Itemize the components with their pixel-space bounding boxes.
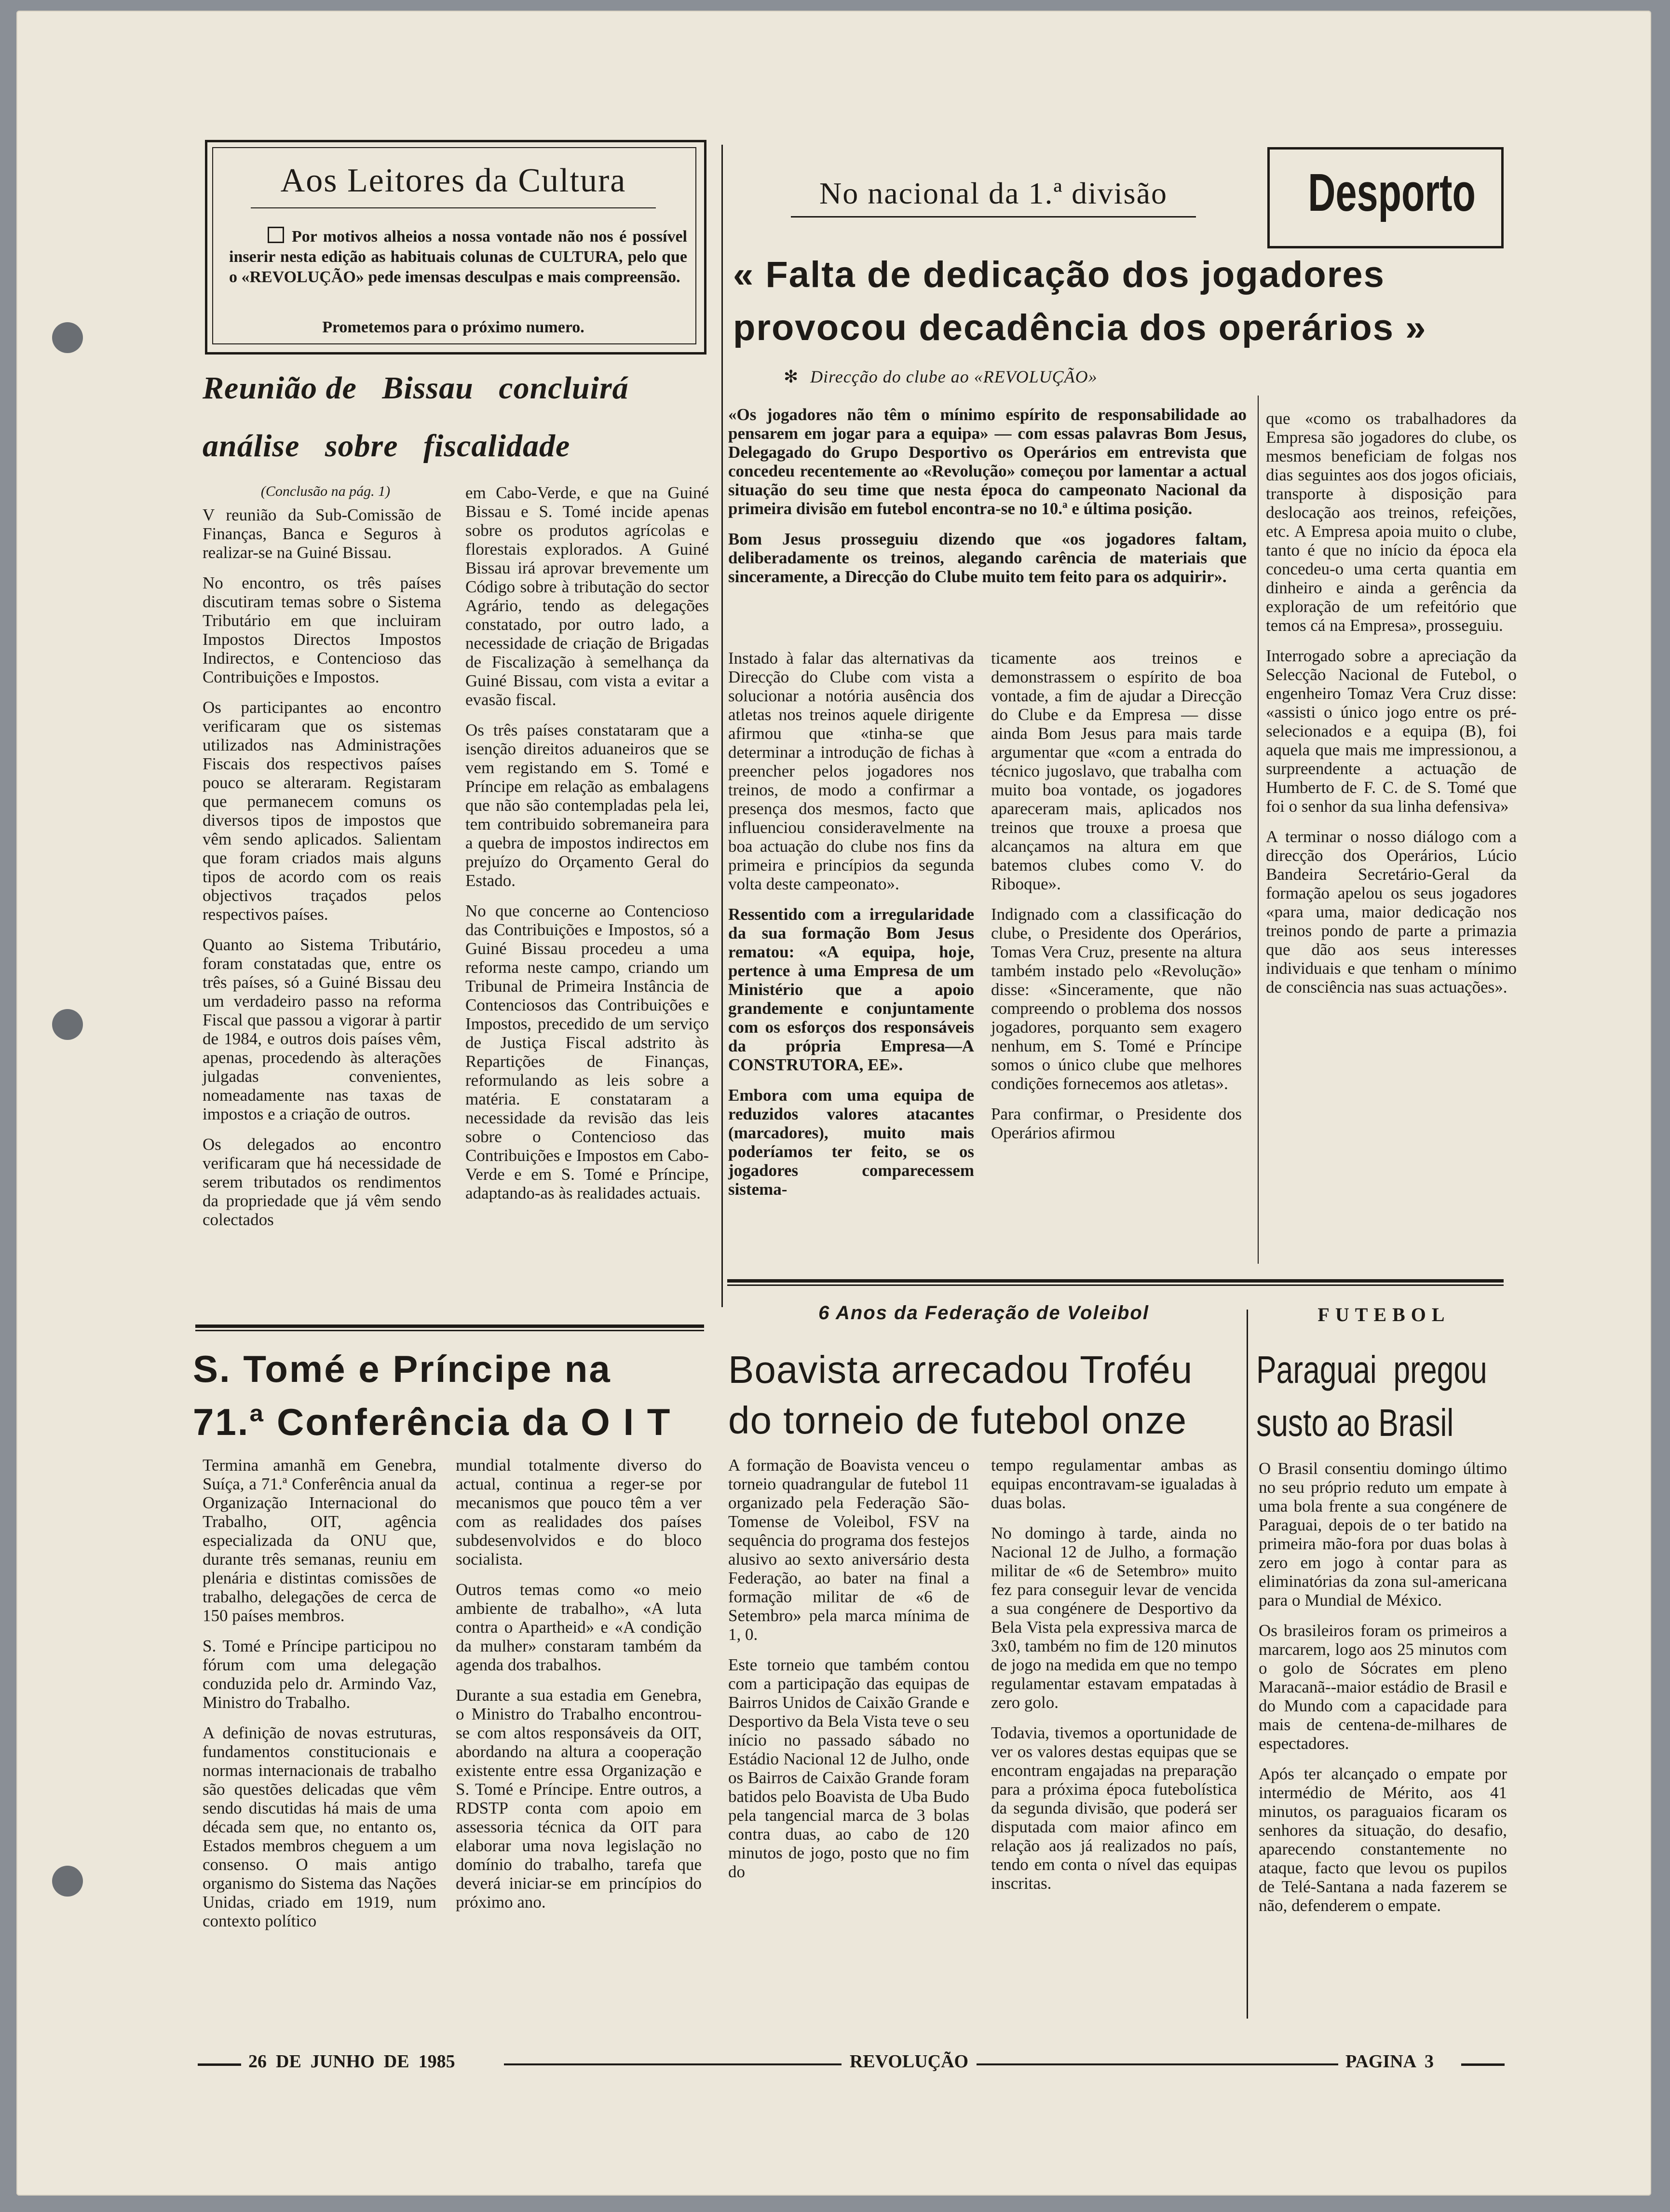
- voleibol-paragraph: No domingo à tarde, ainda no Nacional 12 de Julho, a formação militar de «6 de Setembro» muito fez para conseguir levar de vencida a sua congénere de Desportivo da Bela Vista pela expressiva marca de 3x0, também no fim de 120 minutos de jogo na medida em que no tempo regulamentar estavam empatadas à zero golo.: [991, 1524, 1237, 1712]
- football-paragraph: Para confirmar, o Presidente dos Operários afirmou: [991, 1105, 1242, 1142]
- readers-notice-title-rule: [251, 207, 656, 208]
- oit-paragraph: A definição de novas estruturas, fundamentos constitucionais e normas internacionais de trabalho são questões delicadas que vêm sendo discutidas há mais de uma década sem que, no entanto os, Estados membros cheguem a um consenso. O mais antigo organismo do Sistema das Nações Unidas, criado em 1919, num contexto político: [203, 1723, 436, 1930]
- oit-paragraph: mundial totalmente diverso do actual, continua a reger-se por mecanismos que pouco têm a ver com as realidades dos países subdesenvolvidos e do bloco socialista.: [456, 1456, 702, 1569]
- footer-page-number: PAGINA 3: [1345, 2051, 1434, 2072]
- section-divider-right: [727, 1279, 1504, 1286]
- football-column-a: [728, 649, 974, 1210]
- binder-hole-top: [52, 322, 83, 353]
- football-paragraph: Interrogado sobre a apreciação da Selecção Nacional de Futebol, o engenheiro Tomaz Vera Cruz disse: «assisti o único jogo entre os pré-selecionados e a equipa (B), foi aquela que mais me impressionou, a surpreendente a actuação de Humberto de F. C. de S. Tomé que foi o senhor da sua linha defensiva»: [1266, 646, 1517, 816]
- checkbox-square-icon: [268, 227, 284, 243]
- oit-column-2: [456, 1456, 702, 1923]
- football-paragraph: ticamente aos treinos e demonstrassem o espírito de boa vontade, a fim de ajudar a Direcção do Clube e da Empresa — disse ainda Bom Jesus para mais tarde argumentar que «com a entrada do técnico jugoslavo, que trabalha com muito boa vontade, os jogadores apareceram mais, aplicados nos treinos que trouxe a proesa que alcançamos na altura em que batemos clubes como V. do Riboque».: [991, 649, 1242, 893]
- football-column-b: [991, 649, 1242, 1154]
- brasil-headline-line2: susto ao Brasil: [1256, 1401, 1454, 1444]
- brasil-paragraph: Após ter alcançado o empate por intermédio de Mérito, aos 41 minutos, os paraguaios ficaram os senhores da situação, do desafio, aparecendo constantemente no ataque, facto que levou os pupilos de Telé-Santana a nada fazerem se não, defenderem o empate.: [1259, 1764, 1507, 1915]
- football-paragraph: Embora com uma equipa de reduzidos valores atacantes (marcadores), muito mais poderíamos ter feito, se os jogadores comparecessem sistema-: [728, 1086, 974, 1199]
- asterisk-ornament-icon: ✻: [784, 367, 799, 386]
- football-paragraph: Instado à falar das alternativas da Direcção do Clube com vista a solucionar a notória ausência dos atletas nos treinos aquele dirigente afirmou que «tinha-se que determinar a introdução de fichas à preencher pelos jogadores nos treinos, de modo a confirmar a presença dos mesmos, facto que influenciou consideravelmente na boa actuação do clube nos fins da primeira e princípios da segunda volta deste campeonato».: [728, 649, 974, 893]
- voleibol-column-2: [991, 1456, 1237, 1904]
- oit-headline-line1: S. Tomé e Príncipe na: [193, 1348, 611, 1390]
- brasil-headline-line1: Paraguai pregou: [1256, 1348, 1487, 1391]
- oit-column-1: [203, 1456, 436, 1942]
- column-separator-right: [1258, 396, 1259, 1264]
- football-kicker: No nacional da 1.ª divisão: [819, 176, 1168, 210]
- football-lead-paragraph: Bom Jesus prosseguiu dizendo que «os jogadores faltam, deliberadamente os treinos, alegando carência de materiais que sinceramente, a Direcção do Clube muito tem feito para os adquirir».: [728, 530, 1247, 586]
- brasil-paragraph: Os brasileiros foram os primeiros a marcarem, logo aos 25 minutos com o golo de Sócrates em pleno Maracanã--maior estádio de Brasil e do Mundo com a capacidade para mais de centena-de-milhares de espectadores.: [1259, 1621, 1507, 1753]
- football-column-c: [1266, 409, 1517, 1008]
- bissau-paragraph: No que concerne ao Contencioso das Contribuições e Impostos, só a Guiné Bissau procedeu a uma reforma neste campo, criando um Tribunal de Primeira Instância de Contenciosos das Contribuições e Impostos, precedido de um serviço de Justiça Fiscal adstrito às Repartições de Finanças, reformulando as leis sobre a matéria. E constataram a necessidade da revisão das leis sobre o Contencioso das Contribuições e Impostos em Cabo-Verde e em S. Tomé e Príncipe, adaptando-as às realidades actuais.: [465, 901, 709, 1202]
- football-byline-text: Direcção do clube ao «REVOLUÇÃO»: [810, 367, 1098, 386]
- readers-notice-message: Por motivos alheios a nossa vontade não nos é possível inserir nesta edição as habituais colunas de CULTURA, pelo que o «REVOLUÇÃO» pede imensas desculpas e mais compreensão.: [229, 228, 687, 286]
- bissau-paragraph: V reunião da Sub-Comissão de Finanças, Banca e Seguros à realizar-se na Guiné Bissau.: [203, 505, 441, 562]
- football-kicker-underline: [791, 216, 1196, 218]
- column-separator-bottom-right: [1247, 1310, 1248, 2019]
- football-headline-line1: « Falta de dedicação dos jogadores: [733, 254, 1385, 295]
- brasil-kicker: FUTEBOL: [1317, 1304, 1451, 1325]
- bissau-column-2: [465, 483, 709, 1214]
- bissau-paragraph: em Cabo-Verde, e que na Guiné Bissau e S. Tomé incide apenas sobre os produtos agrícolas e florestais explorados. A Guiné Bissau irá aprovar brevemente um Código sobre à tributação do sector Agrário, tendo as delegações constatado, por outro lado, a necessidade de criação de Brigadas de Fiscalização à semelhança da Guiné Bissau, com vista a evitar a evasão fiscal.: [465, 483, 709, 709]
- bissau-column-1: [203, 505, 441, 1241]
- bissau-paragraph: No encontro, os três países discutiram temas sobre o Sistema Tributário em que incluiram Impostos Directos Impostos Indirectos, e Contencioso das Contribuições e Impostos.: [203, 573, 441, 686]
- voleibol-kicker: 6 Anos da Federação de Voleibol: [818, 1302, 1149, 1324]
- voleibol-paragraph: A formação de Boavista venceu o torneio quadrangular de futebol 11 organizado pela Federação São-Tomense de Voleibol, FSV na sequência do programa dos festejos alusivo ao sexto aniversário desta Federação, ao bater na final a formação militar de «6 de Setembro» pela marca mínima de 1, 0.: [728, 1456, 969, 1644]
- voleibol-column-1: [728, 1456, 969, 1893]
- voleibol-headline-line2: do torneio de futebol onze: [728, 1399, 1187, 1442]
- bissau-conclusion-note: (Conclusão na pág. 1): [260, 483, 391, 499]
- oit-paragraph: Durante a sua estadia em Genebra, o Ministro do Trabalho encontrou-se com altos responsáveis da OIT, abordando na altura a cooperação existente entre essa Organização e S. Tomé e Príncipe. Entre outros, a RDSTP conta com apoio em assessoria técnica da OIT para elaborar uma nova legislação no domínio do trabalho, tarefa que deverá iniciar-se em princípios do próximo ano.: [456, 1686, 702, 1912]
- football-paragraph: que «como os trabalhadores da Empresa são jogadores do clube, os mesmos beneficiam de folgas nos dias seguintes aos dos jogos oficiais, transporte à disposição para deslocação aos treinos, refeições, etc. A Empresa apoia muito o clube, tanto é que no início da época ela concedeu-o uma certa quantia em dinheiro e ainda a gerência da exploração de um refeitório que temos cá na Empresa», prosseguiu.: [1266, 409, 1517, 635]
- bissau-paragraph: Os participantes ao encontro verificaram que os sistemas utilizados nas Administrações Fiscais dos respectivos países pouco se alteraram. Registaram que permanecem comuns os diversos tipos de impostos que vêm sendo aplicados. Salientam que foram criados mais alguns tipos de acordo com os reais objectivos traçados pelos respectivos países.: [203, 698, 441, 924]
- readers-notice-title: Aos Leitores da Cultura: [280, 162, 626, 199]
- voleibol-paragraph: Todavia, tivemos a oportunidade de ver os valores destas equipas que se encontram engajadas na preparação para a próxima época futebolística da segunda divisão, que poderá ser disputada com maior afinco em relação aos já realizados no país, tendo em conta o nível das equipas inscritas.: [991, 1723, 1237, 1893]
- brasil-paragraph: O Brasil consentiu domingo último no seu próprio reduto um empate à uma bola frente a sua congénere de Paraguai, depois de o ter batido na primeira mão-fora por duas bolas à zero em jogo à contar para as eliminatórias da zona sul-americana para o Mundial de México.: [1259, 1459, 1507, 1610]
- oit-headline-line2: 71.ª Conferência da O I T: [193, 1401, 672, 1443]
- footer-paper-name: REVOLUÇÃO: [849, 2051, 969, 2072]
- desporto-section-label: Desporto: [1308, 163, 1476, 222]
- readers-notice-footer: Prometemos para o próximo numero.: [322, 318, 584, 336]
- column-separator-left: [721, 145, 723, 1307]
- oit-paragraph: Termina amanhã em Genebra, Suíça, a 71.ª Conferência anual da Organização Internacional do Trabalho, OIT, agência especializada da ONU que, durante três semanas, reuniu em plenária e distintas comissões de trabalho, delegações de cerca de 150 países membros.: [203, 1456, 436, 1625]
- football-paragraph: Indignado com a classificação do clube, o Presidente dos Operários, Tomas Vera Cruz, presente na altura também instado pelo «Revolução» disse: «Sinceramente, que não compreendo o problema dos nossos jogadores, porquanto sem exagero nenhum, em S. Tomé e Príncipe somos o único clube que melhores condições fornecemos aos atletas».: [991, 905, 1242, 1093]
- voleibol-paragraph: Este torneio que também contou com a participação das equipas de Bairros Unidos de Caixão Grande e Desportivo da Bela Vista teve o seu início no passado sábado no Estádio Nacional 12 de Julho, onde os Bairros de Caixão Grande foram batidos pelo Boavista de Uba Budo pela tangencial marca de 3 bolas contra duas, ao cabo de 120 minutos de jogo, posto que no fim do: [728, 1655, 969, 1881]
- binder-hole-bottom: [52, 1866, 83, 1897]
- voleibol-paragraph: tempo regulamentar ambas as equipas encontravam-se igualadas à duas bolas.: [991, 1456, 1237, 1512]
- bissau-headline-line1: Reunião de Bissau concluirá: [203, 370, 629, 406]
- brasil-column: [1259, 1459, 1507, 1926]
- football-paragraph: Ressentido com a irregularidade da sua formação Bom Jesus rematou: «A equipa, hoje, pertence à uma Empresa de um Ministério que a apoio grandemente e conjuntamente com os esforços dos responsáveis da própria Empresa—A CONSTRUTORA, EE».: [728, 905, 974, 1074]
- readers-notice-text: [229, 227, 687, 287]
- footer-rule-left: [198, 2063, 241, 2066]
- bissau-paragraph: Os delegados ao encontro verificaram que há necessidade de serem tributados os rendimentos da propriedade que já vêm sendo colectados: [203, 1135, 441, 1229]
- bissau-headline-line2: análise sobre fiscalidade: [203, 428, 570, 464]
- binder-hole-middle: [52, 1009, 83, 1040]
- football-lead-paragraph: «Os jogadores não têm o mínimo espírito de responsabilidade ao pensarem em jogar para a equipa» — com essas palavras Bom Jesus, Delegagado do Grupo Desportivo os Operários em entrevista que concedeu recentemente ao «Revolução» começou por lamentar a actual situação do seu time que nesta época do campeonato Nacional da primeira divisão em futebol encontra-se no 10.ª e última posição.: [728, 405, 1247, 518]
- football-headline-line2: provocou decadência dos operários »: [733, 307, 1427, 348]
- oit-paragraph: Outros temas como «o meio ambiente de trabalho», «A luta contra o Apartheid» e «A condição da mulher» constaram também da agenda dos trabalhos.: [456, 1580, 702, 1674]
- bissau-paragraph: Os três países constataram que a isenção direitos aduaneiros que se vem registando em S. Tomé e Príncipe em relação as embalagens que não são contempladas pela lei, tem contribuido sobremaneira para a quebra de impostos indirectos em prejuízo do Orçamento Geral do Estado.: [465, 721, 709, 890]
- voleibol-headline-line1: Boavista arrecadou Troféu: [728, 1348, 1193, 1391]
- oit-paragraph: S. Tomé e Príncipe participou no fórum com uma delegação conduzida pelo dr. Armindo Vaz, Ministro do Trabalho.: [203, 1637, 436, 1712]
- bissau-paragraph: Quanto ao Sistema Tributário, foram constatadas que, entre os três países, só a Guiné Bissau deu um verdadeiro passo na reforma Fiscal que passou a vigorar à partir de 1984, e outros dois países vêm, apenas, procedendo às alterações julgadas convenientes, nomeadamente nas taxas de impostos e a criação de outros.: [203, 935, 441, 1123]
- football-byline: [784, 367, 1266, 387]
- section-divider-left: [195, 1324, 704, 1331]
- footer-date: 26 DE JUNHO DE 1985: [248, 2051, 455, 2072]
- footer-rule-center-left: [504, 2063, 842, 2065]
- football-paragraph: A terminar o nosso diálogo com a direcção dos Operários, Lúcio Bandeira Secretário-Geral da formação apelou os seus jogadores «para uma, maior dedicação nos treinos pondo de parte a primazia que dão aos seus interesses individuais e que tenham o mínimo de consciência nas suas actuações».: [1266, 827, 1517, 997]
- footer-rule-center-right: [977, 2063, 1338, 2065]
- football-lead: [728, 405, 1247, 598]
- footer-rule-right: [1461, 2063, 1505, 2066]
